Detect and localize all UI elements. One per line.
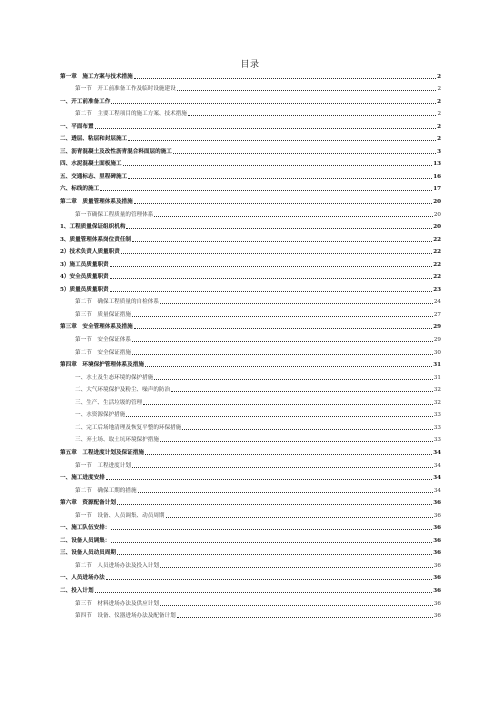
toc-entry-label: 3、质量管理体系岗位责任制 <box>60 236 132 243</box>
dot-leader <box>106 579 432 580</box>
toc-entry-page-number: 22 <box>433 236 441 243</box>
toc-entry[interactable] <box>60 457 441 470</box>
dot-leader <box>177 617 433 618</box>
toc-entry[interactable] <box>60 608 441 621</box>
toc-entry-page-number: 2 <box>437 86 441 93</box>
dot-leader <box>128 140 436 141</box>
toc-entry-label: 二、完工后场地清理及恢复平整的环保措施 <box>75 424 182 431</box>
toc-entry-label: 第一节 安全保证体系 <box>75 337 131 344</box>
toc-entry-page-number: 36 <box>433 550 441 557</box>
toc-entry-page-number: 34 <box>433 449 441 456</box>
dot-leader <box>134 328 432 329</box>
toc-entry-label: 第二节 安全保证措施 <box>75 349 131 356</box>
dot-leader <box>132 241 432 242</box>
toc-entry-page-number: 36 <box>433 525 441 532</box>
toc-entry-label: 第三节 质量保证措施 <box>75 311 131 318</box>
dot-leader <box>117 554 432 555</box>
toc-entry-label: 一、开工前准备工作 <box>60 98 111 105</box>
toc-entry[interactable] <box>60 131 441 144</box>
toc-entry[interactable] <box>60 181 441 194</box>
toc-entry-page-number: 32 <box>433 399 441 406</box>
toc-entry-page-number: 16 <box>433 173 441 180</box>
toc-entry[interactable] <box>60 143 441 156</box>
toc-entry-label: 第二节 主要工程项目的施工方案、技术措施 <box>75 111 187 118</box>
toc-entry[interactable] <box>60 206 441 219</box>
toc-entry-label: 第二章 质量管理体系及措施 <box>60 199 133 206</box>
toc-entry-label: 第一节确保工程质量的管理体系 <box>75 211 154 218</box>
dot-leader <box>110 266 433 267</box>
toc-entry[interactable] <box>60 93 441 106</box>
toc-entry-page-number: 13 <box>433 161 441 168</box>
toc-entry[interactable] <box>60 81 441 94</box>
toc-entry-label: 第二节 确保工期的措施 <box>75 487 137 494</box>
toc-entry[interactable] <box>60 595 441 608</box>
toc-entry[interactable] <box>60 106 441 119</box>
toc-entry-page-number: 22 <box>433 261 441 268</box>
toc-entry-page-number: 24 <box>433 299 441 306</box>
dot-leader <box>182 429 433 430</box>
dot-leader <box>126 228 432 229</box>
toc-entry-label: 五、交通标志、里程碑施工 <box>60 173 128 180</box>
toc-entry[interactable] <box>60 444 441 457</box>
dot-leader <box>171 391 433 392</box>
toc-entry-label: 二、设备人员调集： <box>60 537 111 544</box>
toc-entry[interactable] <box>60 557 441 570</box>
toc-entry[interactable] <box>60 582 441 595</box>
dot-leader <box>154 379 433 380</box>
dot-leader <box>111 529 432 530</box>
toc-entry-page-number: 34 <box>433 487 441 494</box>
toc-entry-page-number: 3 <box>437 148 441 155</box>
toc-entry-label: 三、设备人员动员周期 <box>60 550 116 557</box>
toc-entry-page-number: 36 <box>433 537 441 544</box>
toc-entry-page-number: 36 <box>433 500 441 507</box>
toc-entry[interactable] <box>60 168 441 181</box>
dot-leader <box>134 203 432 204</box>
dot-leader <box>160 605 433 606</box>
toc-entry-label: 5）质量员质量职责 <box>60 286 109 293</box>
toc-entry-label: 3）施工员质量职责 <box>60 261 109 268</box>
toc-entry[interactable] <box>60 407 441 420</box>
toc-entry-label: 第五章 工程进度计划及保证措施 <box>60 449 144 456</box>
toc-entry[interactable] <box>60 68 441 81</box>
toc-entry[interactable] <box>60 470 441 483</box>
dot-leader <box>110 291 433 292</box>
dot-leader <box>95 592 433 593</box>
toc-entry-label: 一、水资源保护措施 <box>75 412 126 419</box>
toc-entry[interactable] <box>60 432 441 445</box>
toc-entry-label: 第四章 环境保护管理体系及措施 <box>60 362 144 369</box>
dot-leader <box>106 479 432 480</box>
toc-entry[interactable] <box>60 394 441 407</box>
dot-leader <box>132 467 433 468</box>
toc-entry-page-number: 36 <box>433 613 441 620</box>
toc-entry[interactable] <box>60 482 441 495</box>
toc-entry-label: 第六章 资源配备计划 <box>60 500 116 507</box>
toc-entry[interactable] <box>60 319 441 332</box>
toc-entry-label: 第三章 安全管理体系及措施 <box>60 324 133 331</box>
toc-entry-label: 四、水泥混凝土面板施工 <box>60 161 122 168</box>
toc-entry-page-number: 27 <box>433 311 441 318</box>
toc-entry[interactable] <box>60 231 441 244</box>
toc-entry[interactable] <box>60 357 441 370</box>
toc-entry-label: 三、弃土场、取土坑环境保护措施 <box>75 437 159 444</box>
dot-leader <box>173 153 436 154</box>
toc-entry[interactable] <box>60 244 441 257</box>
dot-leader <box>117 504 432 505</box>
dot-leader <box>166 517 433 518</box>
toc-entry-page-number: 36 <box>433 512 441 519</box>
toc-entry[interactable] <box>60 306 441 319</box>
toc-entry-label: 1、工程质量保证组织机构 <box>60 224 126 231</box>
toc-entry-page-number: 29 <box>433 337 441 344</box>
toc-entry[interactable] <box>60 193 441 206</box>
dot-leader <box>160 567 433 568</box>
toc-entry-page-number: 2 <box>437 98 441 105</box>
dot-leader <box>132 316 433 317</box>
toc-entry-page-number: 22 <box>433 274 441 281</box>
toc-entry-label: 二、透层、粘层和封层施工 <box>60 136 128 143</box>
toc-entry-page-number: 36 <box>433 562 441 569</box>
dot-leader <box>100 190 432 191</box>
dot-leader <box>132 341 433 342</box>
toc-entry-label: 第一节 设备、人员调集、动员周期 <box>75 512 165 519</box>
toc-entry-page-number: 20 <box>433 211 441 218</box>
dot-leader <box>134 78 436 79</box>
toc-entry-label: 2）技术负责人质量职责 <box>60 249 120 256</box>
toc-entry-label: 一、施工进度安排 <box>60 475 105 482</box>
toc-entry[interactable] <box>60 495 441 508</box>
toc-entry-page-number: 20 <box>433 199 441 206</box>
toc-entry-label: 一、施工队伍安排： <box>60 525 111 532</box>
toc-entry[interactable] <box>60 294 441 307</box>
dot-leader <box>177 90 437 91</box>
dot-leader <box>121 253 432 254</box>
toc-title: 目录 <box>240 60 260 70</box>
toc-entry[interactable] <box>60 369 441 382</box>
toc-entry-label: 一、人员进场办法 <box>60 575 105 582</box>
dot-leader <box>95 128 437 129</box>
dot-leader <box>145 366 432 367</box>
toc-entry-label: 第一节 工程进度计划 <box>75 462 131 469</box>
toc-entry-page-number: 31 <box>433 362 441 369</box>
dot-leader <box>111 103 436 104</box>
toc-entry[interactable] <box>60 419 441 432</box>
dot-leader <box>132 354 433 355</box>
toc-entry-page-number: 36 <box>433 587 441 594</box>
toc-entry[interactable] <box>60 382 441 395</box>
toc-entry[interactable] <box>60 344 441 357</box>
dot-leader <box>110 278 433 279</box>
toc-entry-page-number: 2 <box>437 123 441 130</box>
toc-entry-label: 三、生产、生活垃圾的管理 <box>75 399 143 406</box>
toc-entry-page-number: 2 <box>437 73 441 80</box>
toc-entry[interactable] <box>60 219 441 232</box>
toc-entry-label: 第二节 人员进场办法及投入计划 <box>75 562 159 569</box>
toc-entry-label: 三、沥青混凝土及改性沥青混合料面层的施工 <box>60 148 172 155</box>
dot-leader <box>188 115 437 116</box>
toc-entry-page-number: 33 <box>433 437 441 444</box>
dot-leader <box>138 492 433 493</box>
toc-entry[interactable] <box>60 570 441 583</box>
toc-entry-page-number: 30 <box>433 349 441 356</box>
toc-entry-page-number: 23 <box>433 286 441 293</box>
toc-entry-page-number: 20 <box>433 224 441 231</box>
toc-entry-label: 六、标线的施工 <box>60 186 100 193</box>
dot-leader <box>160 441 433 442</box>
toc-entry-label: 第二节 确保工程质量的自检体系 <box>75 299 159 306</box>
toc-entry-label: 4）安全员质量职责 <box>60 274 109 281</box>
toc-entry-label: 第三节 材料进场办法及供应计划 <box>75 600 159 607</box>
toc-entry-page-number: 34 <box>433 462 441 469</box>
toc-entry-label: 二、大气环境保护及粉尘、噪声的防治 <box>75 387 171 394</box>
dot-leader <box>111 542 432 543</box>
toc-list <box>60 68 441 620</box>
toc-entry[interactable] <box>60 520 441 533</box>
toc-entry-label: 一、水土及生态环境的保护措施 <box>75 374 154 381</box>
toc-entry[interactable] <box>60 269 441 282</box>
toc-entry[interactable] <box>60 507 441 520</box>
dot-leader <box>145 454 432 455</box>
dot-leader <box>123 165 433 166</box>
toc-entry-page-number: 22 <box>433 249 441 256</box>
toc-entry-page-number: 32 <box>433 387 441 394</box>
toc-entry-page-number: 31 <box>433 374 441 381</box>
toc-entry-page-number: 34 <box>433 475 441 482</box>
toc-entry[interactable] <box>60 156 441 169</box>
toc-entry-page-number: 36 <box>433 600 441 607</box>
toc-entry-label: 二、投入计划 <box>60 587 94 594</box>
toc-entry[interactable] <box>60 256 441 269</box>
toc-entry[interactable] <box>60 281 441 294</box>
toc-entry-label: 第一节 开工前准备工作及临时设施建设 <box>75 86 176 93</box>
toc-entry[interactable] <box>60 545 441 558</box>
toc-entry-page-number: 2 <box>437 136 441 143</box>
toc-entry[interactable] <box>60 331 441 344</box>
toc-entry-page-number: 2 <box>437 111 441 118</box>
toc-entry-page-number: 29 <box>433 324 441 331</box>
dot-leader <box>154 216 433 217</box>
dot-leader <box>160 303 433 304</box>
toc-entry-label: 第一章 施工方案与技术措施 <box>60 73 133 80</box>
toc-entry-label: 第四节 设备、仪器进场办法及配备计划 <box>75 613 176 620</box>
toc-entry-label: 一、平面布置 <box>60 123 94 130</box>
toc-entry-page-number: 36 <box>433 575 441 582</box>
toc-entry-page-number: 17 <box>433 186 441 193</box>
toc-entry[interactable] <box>60 118 441 131</box>
dot-leader <box>128 178 432 179</box>
toc-entry[interactable] <box>60 532 441 545</box>
dot-leader <box>126 416 433 417</box>
dot-leader <box>143 404 433 405</box>
toc-entry-page-number: 33 <box>433 412 441 419</box>
toc-entry-page-number: 33 <box>433 424 441 431</box>
